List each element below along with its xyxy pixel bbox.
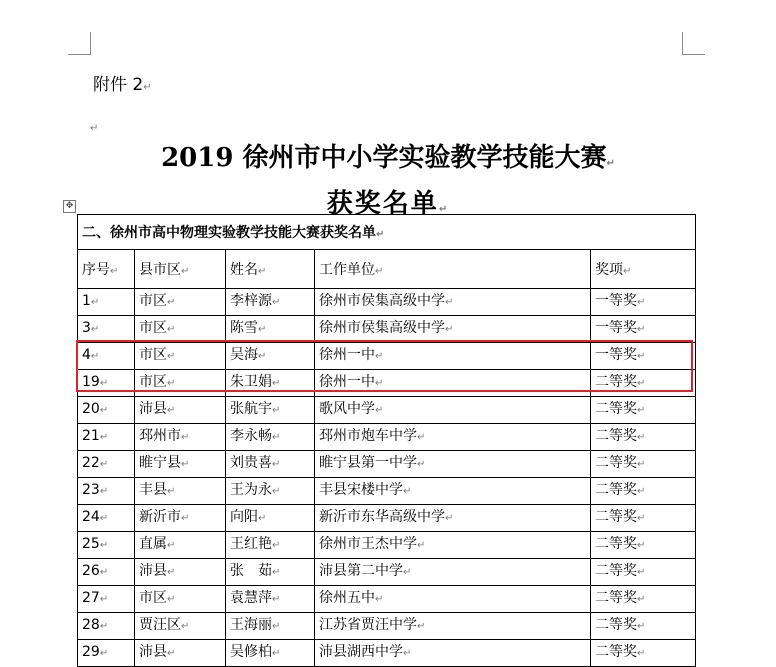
cell-text: 沛县第二中学 <box>319 563 403 579</box>
table-cell[interactable] <box>226 451 315 478</box>
cell-text: 陈雪 <box>230 320 258 336</box>
paragraph-mark: ↵ <box>637 459 646 470</box>
paragraph-mark: ↵ <box>258 266 267 277</box>
table-cell[interactable] <box>78 316 135 343</box>
table-row <box>78 559 696 586</box>
table-cell[interactable] <box>591 370 696 397</box>
table-cell[interactable] <box>591 505 696 532</box>
table-row <box>78 397 696 424</box>
paragraph-mark: ↵ <box>637 621 646 632</box>
cell-text: 徐州市侯集高级中学 <box>319 320 445 336</box>
cell-text: 一等奖 <box>595 347 637 363</box>
paragraph-mark: ↵ <box>167 648 176 659</box>
header-text: 工作单位 <box>319 262 375 278</box>
paragraph-mark: ↵ <box>167 567 176 578</box>
cell-text: 徐州市王杰中学 <box>319 536 417 552</box>
cell-text: 1 <box>82 293 91 309</box>
table-row <box>78 424 696 451</box>
paragraph-mark: ↵ <box>99 513 109 524</box>
table-cell[interactable] <box>135 478 226 505</box>
table-cell[interactable] <box>315 316 591 343</box>
table-cell[interactable] <box>226 559 315 586</box>
cell-text: 28 <box>82 617 100 633</box>
paragraph-mark: ↵ <box>637 567 646 578</box>
paragraph-mark: ↵ <box>272 594 281 605</box>
table-cell[interactable] <box>135 451 226 478</box>
paragraph-mark: ↵ <box>99 486 109 497</box>
table-cell[interactable] <box>78 505 135 532</box>
paragraph-mark: ↵ <box>181 266 190 277</box>
paragraph-mark: ↵ <box>417 432 426 443</box>
cell-text: 二等奖 <box>595 644 637 660</box>
cell-text: 李梓源 <box>230 293 272 309</box>
cell-text: 二等奖 <box>595 428 637 444</box>
page-corner-mark-top-left <box>68 32 91 55</box>
empty-paragraph <box>90 116 98 135</box>
table-cell[interactable] <box>226 478 315 505</box>
cell-text: 张 茹 <box>230 563 272 579</box>
paragraph-mark: ↵ <box>637 594 646 605</box>
paragraph-mark: ↵ <box>99 432 109 443</box>
table-cell[interactable] <box>78 559 135 586</box>
cell-text: 新沂市 <box>139 509 181 525</box>
table-row <box>78 640 696 667</box>
paragraph-mark: ↵ <box>637 486 646 497</box>
paragraph-mark: ↵ <box>99 378 109 389</box>
table-cell[interactable] <box>78 586 135 613</box>
cell-text: 二等奖 <box>595 509 637 525</box>
table-row <box>78 370 696 397</box>
paragraph-mark: ↵ <box>272 648 281 659</box>
cell-text: 市区 <box>139 590 167 606</box>
paragraph-mark: ↵ <box>438 204 450 215</box>
cell-text: 新沂市东华高级中学 <box>319 509 445 525</box>
cell-text: 24 <box>82 509 100 525</box>
paragraph-mark: ↵ <box>272 567 281 578</box>
table-cell[interactable] <box>315 532 591 559</box>
cell-text: 徐州一中 <box>319 347 375 363</box>
cell-text: 21 <box>82 428 100 444</box>
paragraph-mark: ↵ <box>167 405 176 416</box>
cell-text: 袁慧萍 <box>230 590 272 606</box>
paragraph-mark: ↵ <box>181 513 190 524</box>
table-cell[interactable] <box>226 586 315 613</box>
paragraph-mark: ↵ <box>99 567 109 578</box>
cell-text: 徐州一中 <box>319 374 375 390</box>
paragraph-mark: ↵ <box>99 621 109 632</box>
table-cell[interactable] <box>78 397 135 424</box>
header-cell[interactable] <box>226 250 315 289</box>
cell-text: 贾汪区 <box>139 617 181 633</box>
cell-text: 睢宁县 <box>139 455 181 471</box>
table-cell[interactable] <box>226 397 315 424</box>
paragraph-mark: ↵ <box>90 123 99 134</box>
table-cell[interactable] <box>135 640 226 667</box>
paragraph-mark: ↵ <box>272 405 281 416</box>
paragraph-mark: ↵ <box>258 351 267 362</box>
header-text: 县市区 <box>139 262 181 278</box>
cell-text: 徐州五中 <box>319 590 375 606</box>
cell-text: 沛县 <box>139 401 167 417</box>
paragraph-mark: ↵ <box>445 513 454 524</box>
table-cell[interactable] <box>315 397 591 424</box>
paragraph-mark: ↵ <box>417 621 426 632</box>
table-cell[interactable] <box>226 424 315 451</box>
table-cell[interactable] <box>226 370 315 397</box>
cell-text: 市区 <box>139 320 167 336</box>
paragraph-mark: ↵ <box>272 432 281 443</box>
paragraph-mark: ↵ <box>637 432 646 443</box>
cell-text: 20 <box>82 401 100 417</box>
table-cell[interactable] <box>315 451 591 478</box>
table-cell[interactable] <box>315 343 591 370</box>
table-cell[interactable] <box>315 505 591 532</box>
cell-text: 徐州市侯集高级中学 <box>319 293 445 309</box>
paragraph-mark: ↵ <box>375 594 384 605</box>
table-cell[interactable] <box>226 640 315 667</box>
table-cell[interactable] <box>591 397 696 424</box>
table-cell[interactable] <box>135 559 226 586</box>
cell-text: 王红艳 <box>230 536 272 552</box>
paragraph-mark: ↵ <box>637 324 646 335</box>
cell-text: 一等奖 <box>595 320 637 336</box>
table-cell[interactable] <box>135 424 226 451</box>
paragraph-mark: ↵ <box>272 297 281 308</box>
cell-text: 26 <box>82 563 100 579</box>
table-row <box>78 505 696 532</box>
paragraph-mark: ↵ <box>403 648 412 659</box>
paragraph-mark: ↵ <box>272 378 281 389</box>
paragraph-mark: ↵ <box>99 594 109 605</box>
cell-text: 27 <box>82 590 100 606</box>
cell-text: 睢宁县第一中学 <box>319 455 417 471</box>
section-title-cell[interactable] <box>78 215 696 250</box>
cell-text: 向阳 <box>230 509 258 525</box>
cell-text: 朱卫娟 <box>230 374 272 390</box>
table-cell[interactable] <box>315 586 591 613</box>
cell-text: 二等奖 <box>595 455 637 471</box>
paragraph-mark: ↵ <box>403 567 412 578</box>
table-row <box>78 289 696 316</box>
table-row <box>78 316 696 343</box>
cell-text: 二等奖 <box>595 536 637 552</box>
table-cell[interactable] <box>591 316 696 343</box>
table-cell[interactable] <box>78 451 135 478</box>
cell-text: 4 <box>82 347 91 363</box>
table-cell[interactable] <box>78 343 135 370</box>
paragraph-mark: ↵ <box>110 266 119 277</box>
table-cell[interactable] <box>591 289 696 316</box>
header-cell[interactable] <box>591 250 696 289</box>
paragraph-mark: ↵ <box>272 459 281 470</box>
paragraph-mark: ↵ <box>637 351 646 362</box>
cell-text: 市区 <box>139 293 167 309</box>
paragraph-mark: ↵ <box>403 486 412 497</box>
table-cell[interactable] <box>591 451 696 478</box>
paragraph-mark: ↵ <box>417 540 426 551</box>
cell-text: 22 <box>82 455 100 471</box>
paragraph-mark: ↵ <box>90 324 100 335</box>
cell-text: 沛县 <box>139 644 167 660</box>
table-cell[interactable] <box>315 424 591 451</box>
table-row <box>78 343 696 370</box>
table-header-row <box>78 250 696 289</box>
cell-text: 沛县湖西中学 <box>319 644 403 660</box>
table-cell[interactable] <box>226 289 315 316</box>
paragraph-mark: ↵ <box>375 351 384 362</box>
table-cell[interactable] <box>135 613 226 640</box>
cell-text: 邳州市炮车中学 <box>319 428 417 444</box>
table-cell[interactable] <box>226 343 315 370</box>
paragraph-mark: ↵ <box>99 540 109 551</box>
paragraph-mark: ↵ <box>181 459 190 470</box>
table-cell[interactable] <box>78 532 135 559</box>
paragraph-mark: ↵ <box>637 648 646 659</box>
table-row <box>78 613 696 640</box>
paragraph-mark: ↵ <box>272 540 281 551</box>
title-line-2-text: 获奖名单 <box>326 189 439 219</box>
cell-text: 张航宇 <box>230 401 272 417</box>
table-cell[interactable] <box>591 586 696 613</box>
table-cell[interactable] <box>226 505 315 532</box>
table-cell[interactable] <box>315 613 591 640</box>
table-row <box>78 586 696 613</box>
table-cell[interactable] <box>591 478 696 505</box>
cell-text: 二等奖 <box>595 617 637 633</box>
table-cell[interactable] <box>135 289 226 316</box>
cell-text: 刘贵喜 <box>230 455 272 471</box>
table-cell[interactable] <box>315 370 591 397</box>
awards-table <box>77 214 696 667</box>
cell-text: 直属 <box>139 536 167 552</box>
cell-text: 丰县 <box>139 482 167 498</box>
cell-text: 吴海 <box>230 347 258 363</box>
table-cell[interactable] <box>226 532 315 559</box>
paragraph-mark: ↵ <box>167 594 176 605</box>
paragraph-mark: ↵ <box>272 486 281 497</box>
table-cell[interactable] <box>315 289 591 316</box>
attachment-text: 附件 2 <box>93 75 144 95</box>
cell-text: 一等奖 <box>595 293 637 309</box>
cell-text: 吴修柏 <box>230 644 272 660</box>
paragraph-mark: ↵ <box>637 297 646 308</box>
paragraph-mark: ↵ <box>445 297 454 308</box>
header-cell[interactable] <box>315 250 591 289</box>
cell-text: 29 <box>82 644 100 660</box>
page-corner-mark-top-right <box>682 32 705 55</box>
paragraph-mark: ↵ <box>181 432 190 443</box>
table-cell[interactable] <box>591 424 696 451</box>
table-cell[interactable] <box>591 559 696 586</box>
cell-text: 3 <box>82 320 91 336</box>
paragraph-mark: ↵ <box>272 621 281 632</box>
paragraph-mark: ↵ <box>606 158 615 169</box>
paragraph-mark: ↵ <box>143 82 152 93</box>
cell-text: 二等奖 <box>595 563 637 579</box>
cell-text: 二等奖 <box>595 374 637 390</box>
paragraph-mark: ↵ <box>99 405 109 416</box>
paragraph-mark: ↵ <box>637 513 646 524</box>
table-cell[interactable] <box>315 640 591 667</box>
table-row <box>78 532 696 559</box>
cell-text: 江苏省贾汪中学 <box>319 617 417 633</box>
table-cell[interactable] <box>315 478 591 505</box>
paragraph-mark: ↵ <box>417 459 426 470</box>
cell-text: 二等奖 <box>595 482 637 498</box>
table-cell[interactable] <box>135 370 226 397</box>
table-cell[interactable] <box>78 478 135 505</box>
table-cell[interactable] <box>135 316 226 343</box>
table-cell[interactable] <box>78 289 135 316</box>
cell-text: 沛县 <box>139 563 167 579</box>
cell-text: 19 <box>82 374 100 390</box>
table-cell[interactable] <box>591 532 696 559</box>
table-cell[interactable] <box>226 613 315 640</box>
paragraph-mark: ↵ <box>258 324 267 335</box>
table-cell[interactable] <box>78 613 135 640</box>
header-cell[interactable] <box>135 250 226 289</box>
paragraph-mark: ↵ <box>167 351 176 362</box>
header-text: 序号 <box>82 262 110 278</box>
table-cell[interactable] <box>78 640 135 667</box>
paragraph-mark: ↵ <box>181 621 190 632</box>
section-title-row <box>78 215 696 250</box>
title-line-1 <box>70 138 706 184</box>
paragraph-mark: ↵ <box>99 648 109 659</box>
cell-text: 二等奖 <box>595 590 637 606</box>
table-cell[interactable] <box>135 343 226 370</box>
cell-text: 23 <box>82 482 100 498</box>
table-move-handle-icon[interactable]: ✥ <box>63 200 76 213</box>
table-row <box>78 451 696 478</box>
table-cell[interactable] <box>591 613 696 640</box>
attachment-label <box>93 70 152 95</box>
section-title-text: 二、徐州市高中物理实验教学技能大赛获奖名单 <box>82 225 376 241</box>
table-cell[interactable] <box>135 505 226 532</box>
paragraph-mark: ↵ <box>637 405 646 416</box>
table-cell[interactable] <box>591 640 696 667</box>
header-text: 姓名 <box>230 262 258 278</box>
paragraph-mark: ↵ <box>167 486 176 497</box>
paragraph-mark: ↵ <box>90 297 100 308</box>
paragraph-mark: ↵ <box>99 459 109 470</box>
paragraph-mark: ↵ <box>375 378 384 389</box>
paragraph-mark: ↵ <box>167 540 176 551</box>
cell-text: 25 <box>82 536 100 552</box>
paragraph-mark: ↵ <box>445 324 454 335</box>
cell-text: 丰县宋楼中学 <box>319 482 403 498</box>
paragraph-mark: ↵ <box>167 297 176 308</box>
cell-text: 王海丽 <box>230 617 272 633</box>
header-text: 奖项 <box>595 262 623 278</box>
paragraph-mark: ↵ <box>375 405 384 416</box>
cell-text: 市区 <box>139 374 167 390</box>
table-cell[interactable] <box>135 397 226 424</box>
table-cell[interactable] <box>591 343 696 370</box>
paragraph-mark: ↵ <box>623 266 632 277</box>
title-line-1-text: 2019 徐州市中小学实验教学技能大赛 <box>161 143 607 173</box>
table-cell[interactable] <box>78 370 135 397</box>
cell-text: 歌风中学 <box>319 401 375 417</box>
cell-text: 二等奖 <box>595 401 637 417</box>
table-row <box>78 478 696 505</box>
table-cell[interactable] <box>315 559 591 586</box>
cell-text: 邳州市 <box>139 428 181 444</box>
paragraph-mark: ↵ <box>375 266 384 277</box>
table-cell[interactable] <box>78 424 135 451</box>
paragraph-mark: ↵ <box>90 351 100 362</box>
paragraph-mark: ↵ <box>258 513 267 524</box>
paragraph-mark: ↵ <box>637 378 646 389</box>
paragraph-mark: ↵ <box>167 378 176 389</box>
table-cell[interactable] <box>226 316 315 343</box>
paragraph-mark: ↵ <box>637 540 646 551</box>
paragraph-mark: ↵ <box>376 229 385 240</box>
table-cell[interactable] <box>135 532 226 559</box>
header-cell[interactable] <box>78 250 135 289</box>
cell-text: 李永畅 <box>230 428 272 444</box>
cell-text: 市区 <box>139 347 167 363</box>
table-cell[interactable] <box>135 586 226 613</box>
cell-text: 王为永 <box>230 482 272 498</box>
paragraph-mark: ↵ <box>167 324 176 335</box>
